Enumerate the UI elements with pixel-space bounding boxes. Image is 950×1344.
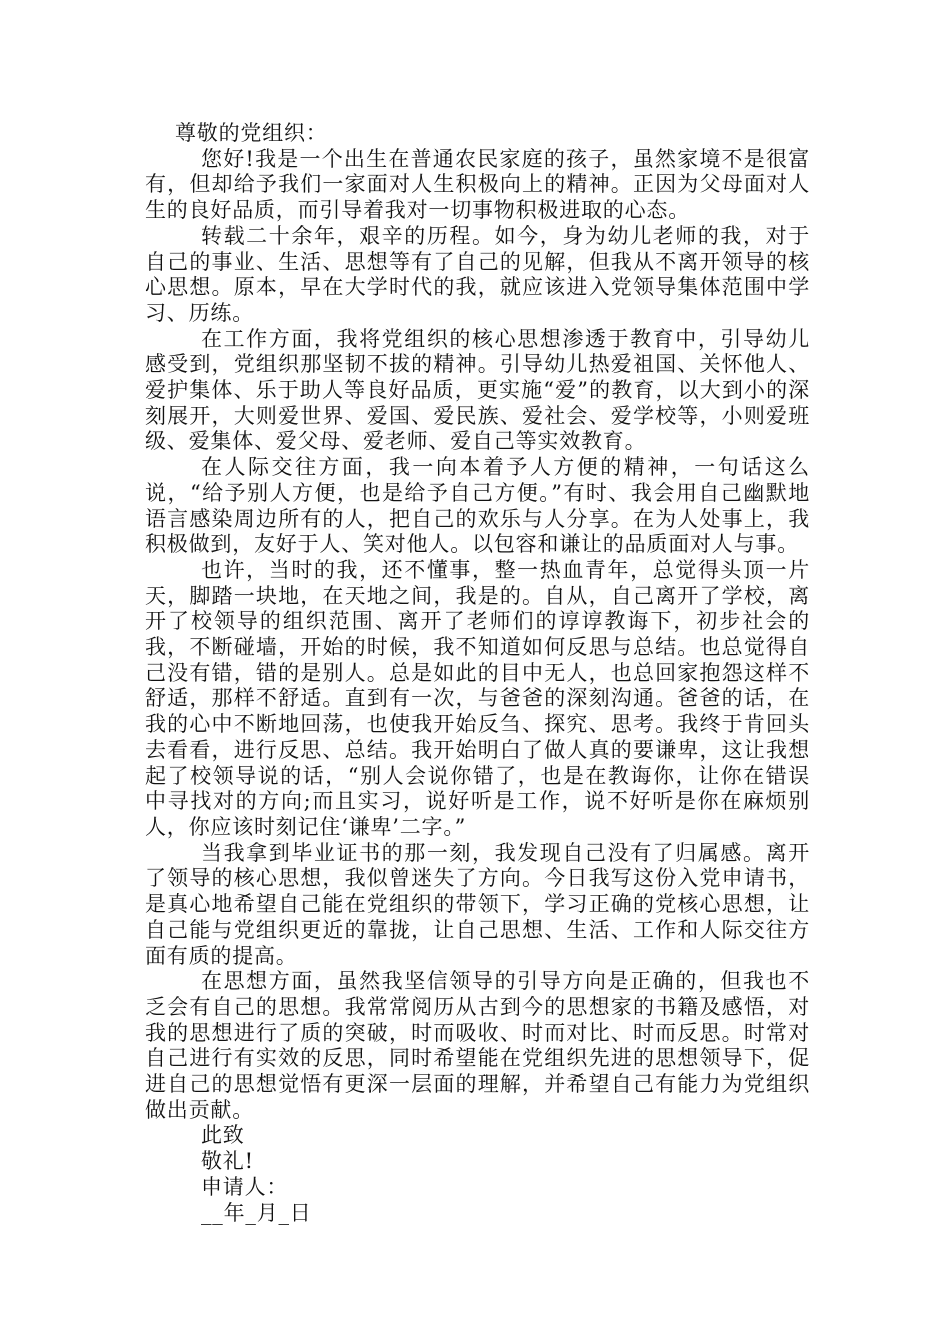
paragraph-6: 当我拿到毕业证书的那一刻，我发现自己没有了归属感。离开了领导的核心思想，我似曾迷失了方向。今日我写这份入党申请书，是真心地希望自己能在党组织的带领下，学习正确的党核心思想，让自己能与党组织更近的靠拢，让自己思想、生活、工作和人际交往方面有质的提高。 (145, 840, 810, 968)
date-line: __年_月_日 (201, 1200, 312, 1225)
applicant-label: 申请人： (201, 1174, 289, 1199)
paragraph-3: 在工作方面，我将党组织的核心思想渗透于教育中，引导幼儿感受到，党组织那坚韧不拔的精神。引导幼儿热爱祖国、关怀他人、爱护集体、乐于助人等良好品质，更实施“爱”的教育，以大到小的深刻展开，大则爱世界、爱国、爱民族、爱社会、爱学校等，小则爱班级、爱集体、爱父母、爱老师、爱自己等实效教育。 (145, 326, 810, 454)
letter-body (145, 121, 810, 1226)
paragraph-2: 转载二十余年，艰辛的历程。如今，身为幼儿老师的我，对于自己的事业、生活、思想等有了自己的见解，但我从不离开领导的核心思想。原本，早在大学时代的我，就应该进入党领导集体范围中学习、历练。 (145, 223, 810, 325)
paragraph-1: 您好!我是一个出生在普通农民家庭的孩子，虽然家境不是很富有，但却给予我们一家面对人生积极向上的精神。正因为父母面对人生的良好品质，而引导着我对一切事物积极进取的心态。 (145, 146, 810, 223)
salutation: 尊敬的党组织： (175, 121, 328, 145)
paragraph-5: 也许，当时的我，还不懂事，整一热血青年，总觉得头顶一片天，脚踏一块地，在天地之间，我是的。自从，自己离开了学校，离开了校领导的组织范围、离开了老师们的谆谆教诲下，初步社会的我，不断碰墙，开始的时候，我不知道如何反思与总结。也总觉得自己没有错，错的是别人。总是如此的目中无人，也总回家抱怨这样不舒适，那样不舒适。直到有一次，与爸爸的深刻沟通。爸爸的话，在我的心中不断地回荡，也使我开始反刍、探究、思考。我终于肯回头去看看，进行反思、总结。我开始明白了做人真的要谦卑，这让我想起了校领导说的话，“别人会说你错了，也是在教诲你，让你在错误中寻找对的方向;而且实习，说好听是工作，说不好听是你在麻烦别人，你应该时刻记住‘谦卑’二字。” (145, 557, 810, 839)
closing-salute: 敬礼! (201, 1149, 254, 1174)
paragraph-7: 在思想方面，虽然我坚信领导的引导方向是正确的，但我也不乏会有自己的思想。我常常阅历从古到今的思想家的书籍及感悟，对我的思想进行了质的突破，时而吸收、时而对比、时而反思。时常对自己进行有实效的反思，同时希望能在党组织先进的思想领导下，促进自己的思想觉悟有更深一层面的理解，并希望自己有能力为党组织做出贡献。 (145, 969, 810, 1122)
paragraph-4: 在人际交往方面，我一向本着予人方便的精神，一句话这么说，“给予别人方便，也是给予自己方便。”有时、我会用自己幽默地语言感染周边所有的人，把自己的欢乐与人分享。在为人处事上，我积极做到，友好于人、笑对他人。以包容和谦让的品质面对人与事。 (145, 455, 810, 557)
closing-regards: 此致 (201, 1123, 245, 1148)
